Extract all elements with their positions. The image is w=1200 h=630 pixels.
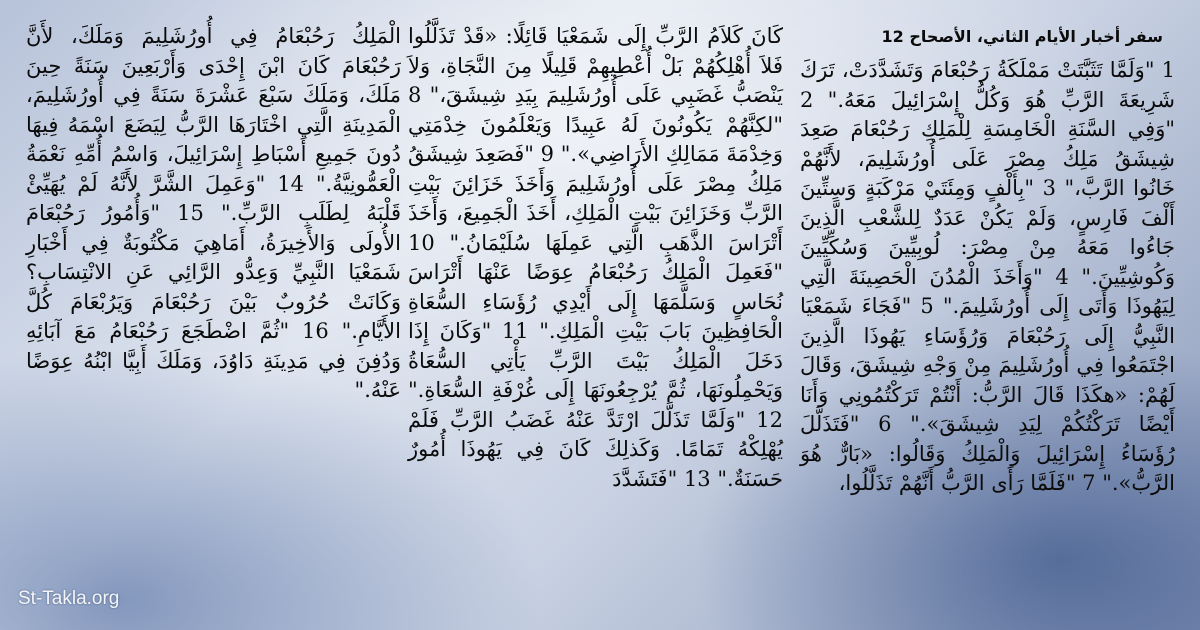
text-column-right (800, 22, 1175, 499)
column-text-right: 1 "وَلَمَّا تَثَبَّتَتْ مَمْلَكَةُ رَحُبْعَامَ وَتَشَدَّدَتْ، تَرَكَ شَرِيعَةَ الرَّبِّ هُوَ وَكُلُّ إِسْرَائِيلَ مَعَهُ." 2 "وَفِي السَّنَةِ الْخَامِسَةِ لِلْمَلِكِ رَحُبْعَامَ صَعِدَ شِيشَقُ مَلِكُ مِصْرَ عَلَى أُورُشَلِيمَ، لأَنَّهُمْ خَانُوا الرَّبَّ،" 3 "بِأَلْفٍ وَمِئَتَيْ مَرْكَبَةٍ وَسِتِّينَ أَلْفَ فَارِسٍ، وَلَمْ يَكُنْ عَدَدٌ لِلشَّعْبِ الَّذِينَ جَاءُوا مَعَهُ مِنْ مِصْرَ: لُوبِيِّينَ وَسُكِّيِّينَ وَكُوشِيِّينَ." 4 "وَأَخَذَ الْمُدُنَ الْحَصِينَةَ الَّتِي لِيَهُوذَا وَأَتَى إِلَى أُورُشَلِيمَ." 5 "فَجَاءَ شَمَعْيَا النَّبِيُّ إِلَى رَحُبْعَامَ وَرُؤَسَاءِ يَهُوذَا الَّذِينَ اجْتَمَعُوا فِي أُورُشَلِيمَ مِنْ وَجْهِ شِيشَقَ، وَقَالَ لَهُمْ: «هكَذَا قَالَ الرَّبُّ: أَنْتُمْ تَرَكْتُمُونِي وَأَنَا أَيْضًا تَرَكْتُكُمْ لِيَدِ شِيشَقَ»." 6 "فَتَذَلَّلَ رُؤَسَاءُ إِسْرَائِيلَ وَالْمَلِكُ وَقَالُوا: «بَارٌّ هُوَ الرَّبُّ»." 7 "فَلَمَّا رَأَى الرَّبُّ أَنَّهُمْ تَذَلَّلُوا، (800, 58, 1175, 495)
chapter-title: سفر أخبار الأيام الثاني، الأصحاح 12 (881, 27, 1163, 46)
column-text-left: الْمَلِكُ رَحُبْعَامُ فِي أُورُشَلِيمَ وَمَلَكَ، لأَنَّ رَحُبْعَامَ كَانَ ابْنَ إِحْدَى وَأَرْبَعِينَ سَنَةً حِينَ مَلَكَ، وَمَلَكَ سَبْعَ عَشْرَةَ سَنَةً فِي أُورُشَلِيمَ، الْمَدِينَةِ الَّتِي اخْتَارَهَا الرَّبُّ لِيَضَعَ اسْمَهُ فِيهَا دُونَ جَمِيعِ أَسْبَاطِ إِسْرَائِيلَ، وَاسْمُ أُمِّهِ نَعْمَةُ الْعَمُّونِيَّةُ." 14 "وَعَمِلَ الشَّرَّ لأَنَّهُ لَمْ يُهَيِّئْ قَلْبَهُ لِطَلَبِ الرَّبِّ." 15 "وَأُمُورُ رَحُبْعَامَ الأُولَى وَالأَخِيرَةُ، أَمَاهِيَ مَكْتُوبَةٌ فِي أَخْبَارِ شَمَعْيَا النَّبِيِّ وَعِدُّو الرَّائِي عَنِ الانْتِسَابِ؟ وَكَانَتْ حُرُوبٌ بَيْنَ رَحُبْعَامَ وَيَرُبْعَامَ كُلَّ الأَيَّامِ." 16 "ثُمَّ اضْطَجَعَ رَحُبْعَامُ مَعَ آبَائِهِ وَدُفِنَ فِي مَدِينَةِ دَاوُدَ، وَمَلَكَ أَبِيَّا ابْنُهُ عِوَضًا عَنْهُ." (26, 24, 401, 402)
text-column-left (26, 22, 401, 406)
site-watermark: St-Takla.org (18, 588, 120, 609)
text-column-middle (408, 22, 783, 494)
column-text-middle: كَانَ كَلاَمُ الرَّبِّ إِلَى شَمَعْيَا قَائِلًا: «قَدْ تَذَلَّلُوا فَلاَ أُهْلِكُهُمْ بَلْ أُعْطِيهِمْ قَلِيلًا مِنَ النَّجَاةِ، وَلاَ يَنْصَبُّ غَضَبِي عَلَى أُورُشَلِيمَ بِيَدِ شِيشَقَ،" 8 "لكِنَّهُمْ يَكُونُونَ لَهُ عَبِيدًا وَيَعْلَمُونَ خِدْمَتِي وَخِدْمَةَ مَمَالِكِ الأَرَاضِي»." 9 "فَصَعِدَ شِيشَقُ مَلِكُ مِصْرَ عَلَى أُورُشَلِيمَ وَأَخَذَ خَزَائِنَ بَيْتِ الرَّبِّ وَخَزَائِنَ بَيْتِ الْمَلِكِ، أَخَذَ الْجَمِيعَ، وَأَخَذَ أَتْرَاسَ الذَّهَبِ الَّتِي عَمِلَهَا سُلَيْمَانُ." 10 "فَعَمِلَ الْمَلِكُ رَحُبْعَامُ عِوَضًا عَنْهَا أَتْرَاسَ نُحَاسٍ وَسَلَّمَهَا إِلَى أَيْدِي رُؤَسَاءِ السُّعَاةِ الْحَافِظِينَ بَابَ بَيْتِ الْمَلِكِ." 11 "وَكَانَ إِذَا دَخَلَ الْمَلِكُ بَيْتَ الرَّبِّ يَأْتِي السُّعَاةُ وَيَحْمِلُونَهَا، ثُمَّ يُرْجِعُونَهَا إِلَى غُرْفَةِ السُّعَاةِ." 12 "وَلَمَّا تَذَلَّلَ ارْتَدَّ عَنْهُ غَضَبُ الرَّبِّ فَلَمْ يُهْلِكْهُ تَمَامًا. وَكَذلِكَ كَانَ فِي يَهُوذَا أُمُورٌ حَسَنَةٌ." 13 "فَتَشَدَّدَ (408, 24, 783, 491)
